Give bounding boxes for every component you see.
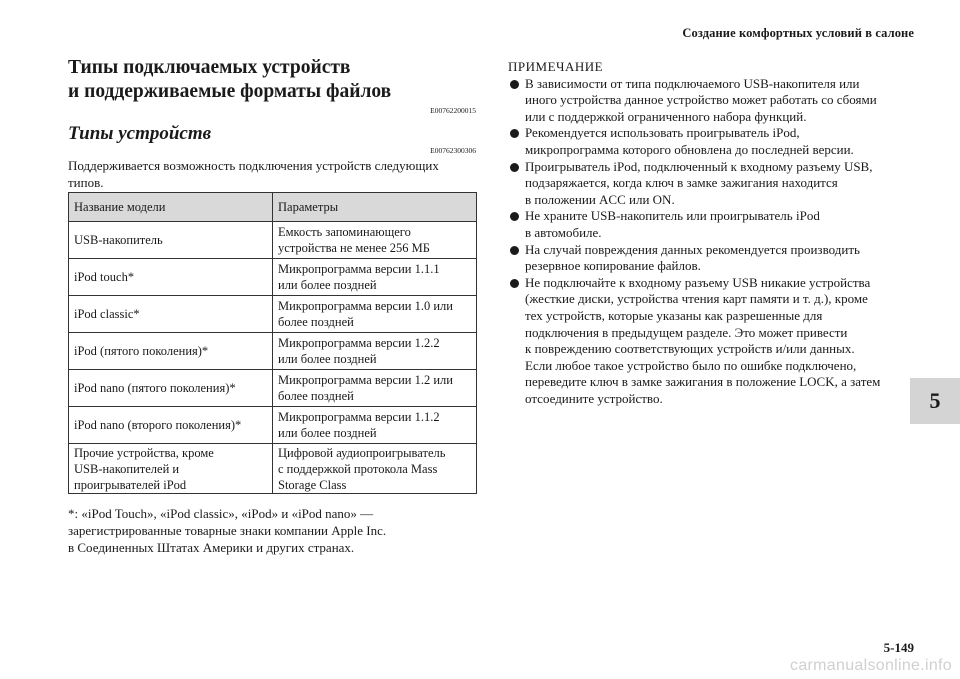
device-table [68,192,477,494]
note-item-line: к повреждению соответствующих устройств и/или данных. [525,341,855,357]
subsection-title: Типы устройств [68,123,212,144]
note-item [508,242,908,275]
note-item-line: Если любое такое устройство было по ошибке подключено, [525,357,857,373]
table-row [69,407,477,444]
footnote [68,505,488,556]
footnote-line-1: *: «iPod Touch», «iPod classic», «iPod» и «iPod nano» — [68,506,374,521]
note-item-line: микропрограмма которого обновлена до последней версии. [525,141,854,157]
bullet-icon [510,212,519,221]
model-cell-line: iPod classic* [74,307,140,321]
note-item-line: подключения в предыдущем разделе. Это может привести [525,324,848,340]
column-header-model: Название модели [69,193,273,222]
model-cell [69,444,273,494]
note-item [508,159,908,209]
model-cell-line: USB-накопитель [74,233,163,247]
params-cell-line: или более поздней [278,426,377,440]
model-cell [69,407,273,444]
params-cell-line: Цифровой аудиопроигрыватель [278,445,446,460]
note-list [508,76,908,408]
section-title-line-2: и поддерживаемые форматы файлов [68,81,392,102]
note-item-line: или с поддержкой ограниченного набора функций. [525,108,807,124]
note-item-line: резервное копирование файлов. [525,258,701,274]
table-row [69,333,477,370]
model-cell-line: iPod nano (пятого поколения)* [74,381,236,395]
intro-line-1: Поддерживается возможность подключения устройств следующих [68,158,439,173]
note-item [508,125,908,158]
column-header-params: Параметры [273,193,477,222]
footnote-line-3: в Соединенных Штатах Америки и других странах. [68,540,355,555]
note-item-line: В зависимости от типа подключаемого USB-накопителя или [525,75,860,91]
params-cell-line: с поддержкой протокола Mass [278,461,438,476]
params-cell [273,296,477,333]
section-code: E00762200015 [430,106,476,115]
note-item-line: иного устройства данное устройство может работать со сбоями [525,92,877,108]
model-cell-line: iPod nano (второго поколения)* [74,418,242,432]
note-item-line: подзаряжается, когда ключ в замке зажигания находится [525,175,838,191]
note-block [508,59,908,407]
section-title [68,56,476,104]
params-cell-line: устройства не менее 256 МБ [278,241,430,255]
note-item-line: На случай повреждения данных рекомендуется производить [525,241,860,257]
subsection-code: E00762300306 [430,146,476,155]
params-cell-line: или более поздней [278,352,377,366]
intro-paragraph [68,157,476,191]
note-item-line: Не храните USB-накопитель или проигрыватель iPod [525,208,820,224]
params-cell-line: Микропрограмма версии 1.2 или [278,373,453,387]
bullet-icon [510,80,519,89]
note-item [508,208,908,241]
table-row [69,259,477,296]
note-item-line: в автомобиле. [525,224,602,240]
params-cell [273,444,477,494]
params-cell [273,333,477,370]
params-cell-line: Микропрограмма версии 1.1.1 [278,262,440,276]
params-cell [273,370,477,407]
model-cell [69,333,273,370]
model-cell-line: USB-накопителей и [74,461,180,476]
model-cell-line: проигрывателей iPod [74,477,187,492]
model-cell-line: Прочие устройства, кроме [74,445,214,460]
note-item [508,76,908,126]
params-cell-line: Микропрограмма версии 1.0 или [278,299,453,313]
params-cell-line: Емкость запоминающего [278,225,411,239]
note-title: ПРИМЕЧАНИЕ [508,59,604,74]
params-cell [273,222,477,259]
table-row [69,370,477,407]
note-item-line: переведите ключ в замке зажигания в положение LOCK, а затем [525,374,881,390]
note-item-line: в положении ACC или ON. [525,191,675,207]
note-item-line: Проигрыватель iPod, подключенный к входному разъему USB, [525,158,873,174]
bullet-icon [510,246,519,255]
model-cell [69,259,273,296]
table-row [69,222,477,259]
note-item-line: (жесткие диски, устройства чтения карт памяти и т. д.), кроме [525,291,868,307]
note-item-line: отсоедините устройство. [525,390,663,406]
model-cell [69,296,273,333]
watermark: carmanualsonline.info [790,657,952,674]
section-title-line-1: Типы подключаемых устройств [68,57,351,78]
left-column [68,56,476,191]
bullet-icon [510,279,519,288]
model-cell-line: iPod touch* [74,270,135,284]
table-row [69,444,477,494]
intro-line-2: типов. [68,175,104,190]
model-cell [69,222,273,259]
footnote-line-2: зарегистрированные товарные знаки компании Apple Inc. [68,523,387,538]
model-cell-line: iPod (пятого поколения)* [74,344,209,358]
params-cell-line: более поздней [278,315,354,329]
chapter-tab: 5 [910,378,960,424]
model-cell [69,370,273,407]
page-number: 5-149 [883,640,914,655]
params-cell-line: более поздней [278,389,354,403]
note-item-line: Не подключайте к входному разъему USB никакие устройства [525,274,871,290]
bullet-icon [510,129,519,138]
note-item-line: тех устройств, которые указаны как разрешенные для [525,307,823,323]
note-item-line: Рекомендуется использовать проигрыватель iPod, [525,125,800,141]
params-cell-line: Микропрограмма версии 1.1.2 [278,410,440,424]
table-row [69,296,477,333]
table-header-row [69,193,477,222]
bullet-icon [510,163,519,172]
params-cell [273,259,477,296]
running-header: Создание комфортных условий в салоне [682,26,914,40]
params-cell-line: Микропрограмма версии 1.2.2 [278,336,440,350]
params-cell [273,407,477,444]
params-cell-line: Storage Class [278,477,347,492]
params-cell-line: или более поздней [278,278,377,292]
note-item [508,275,908,408]
